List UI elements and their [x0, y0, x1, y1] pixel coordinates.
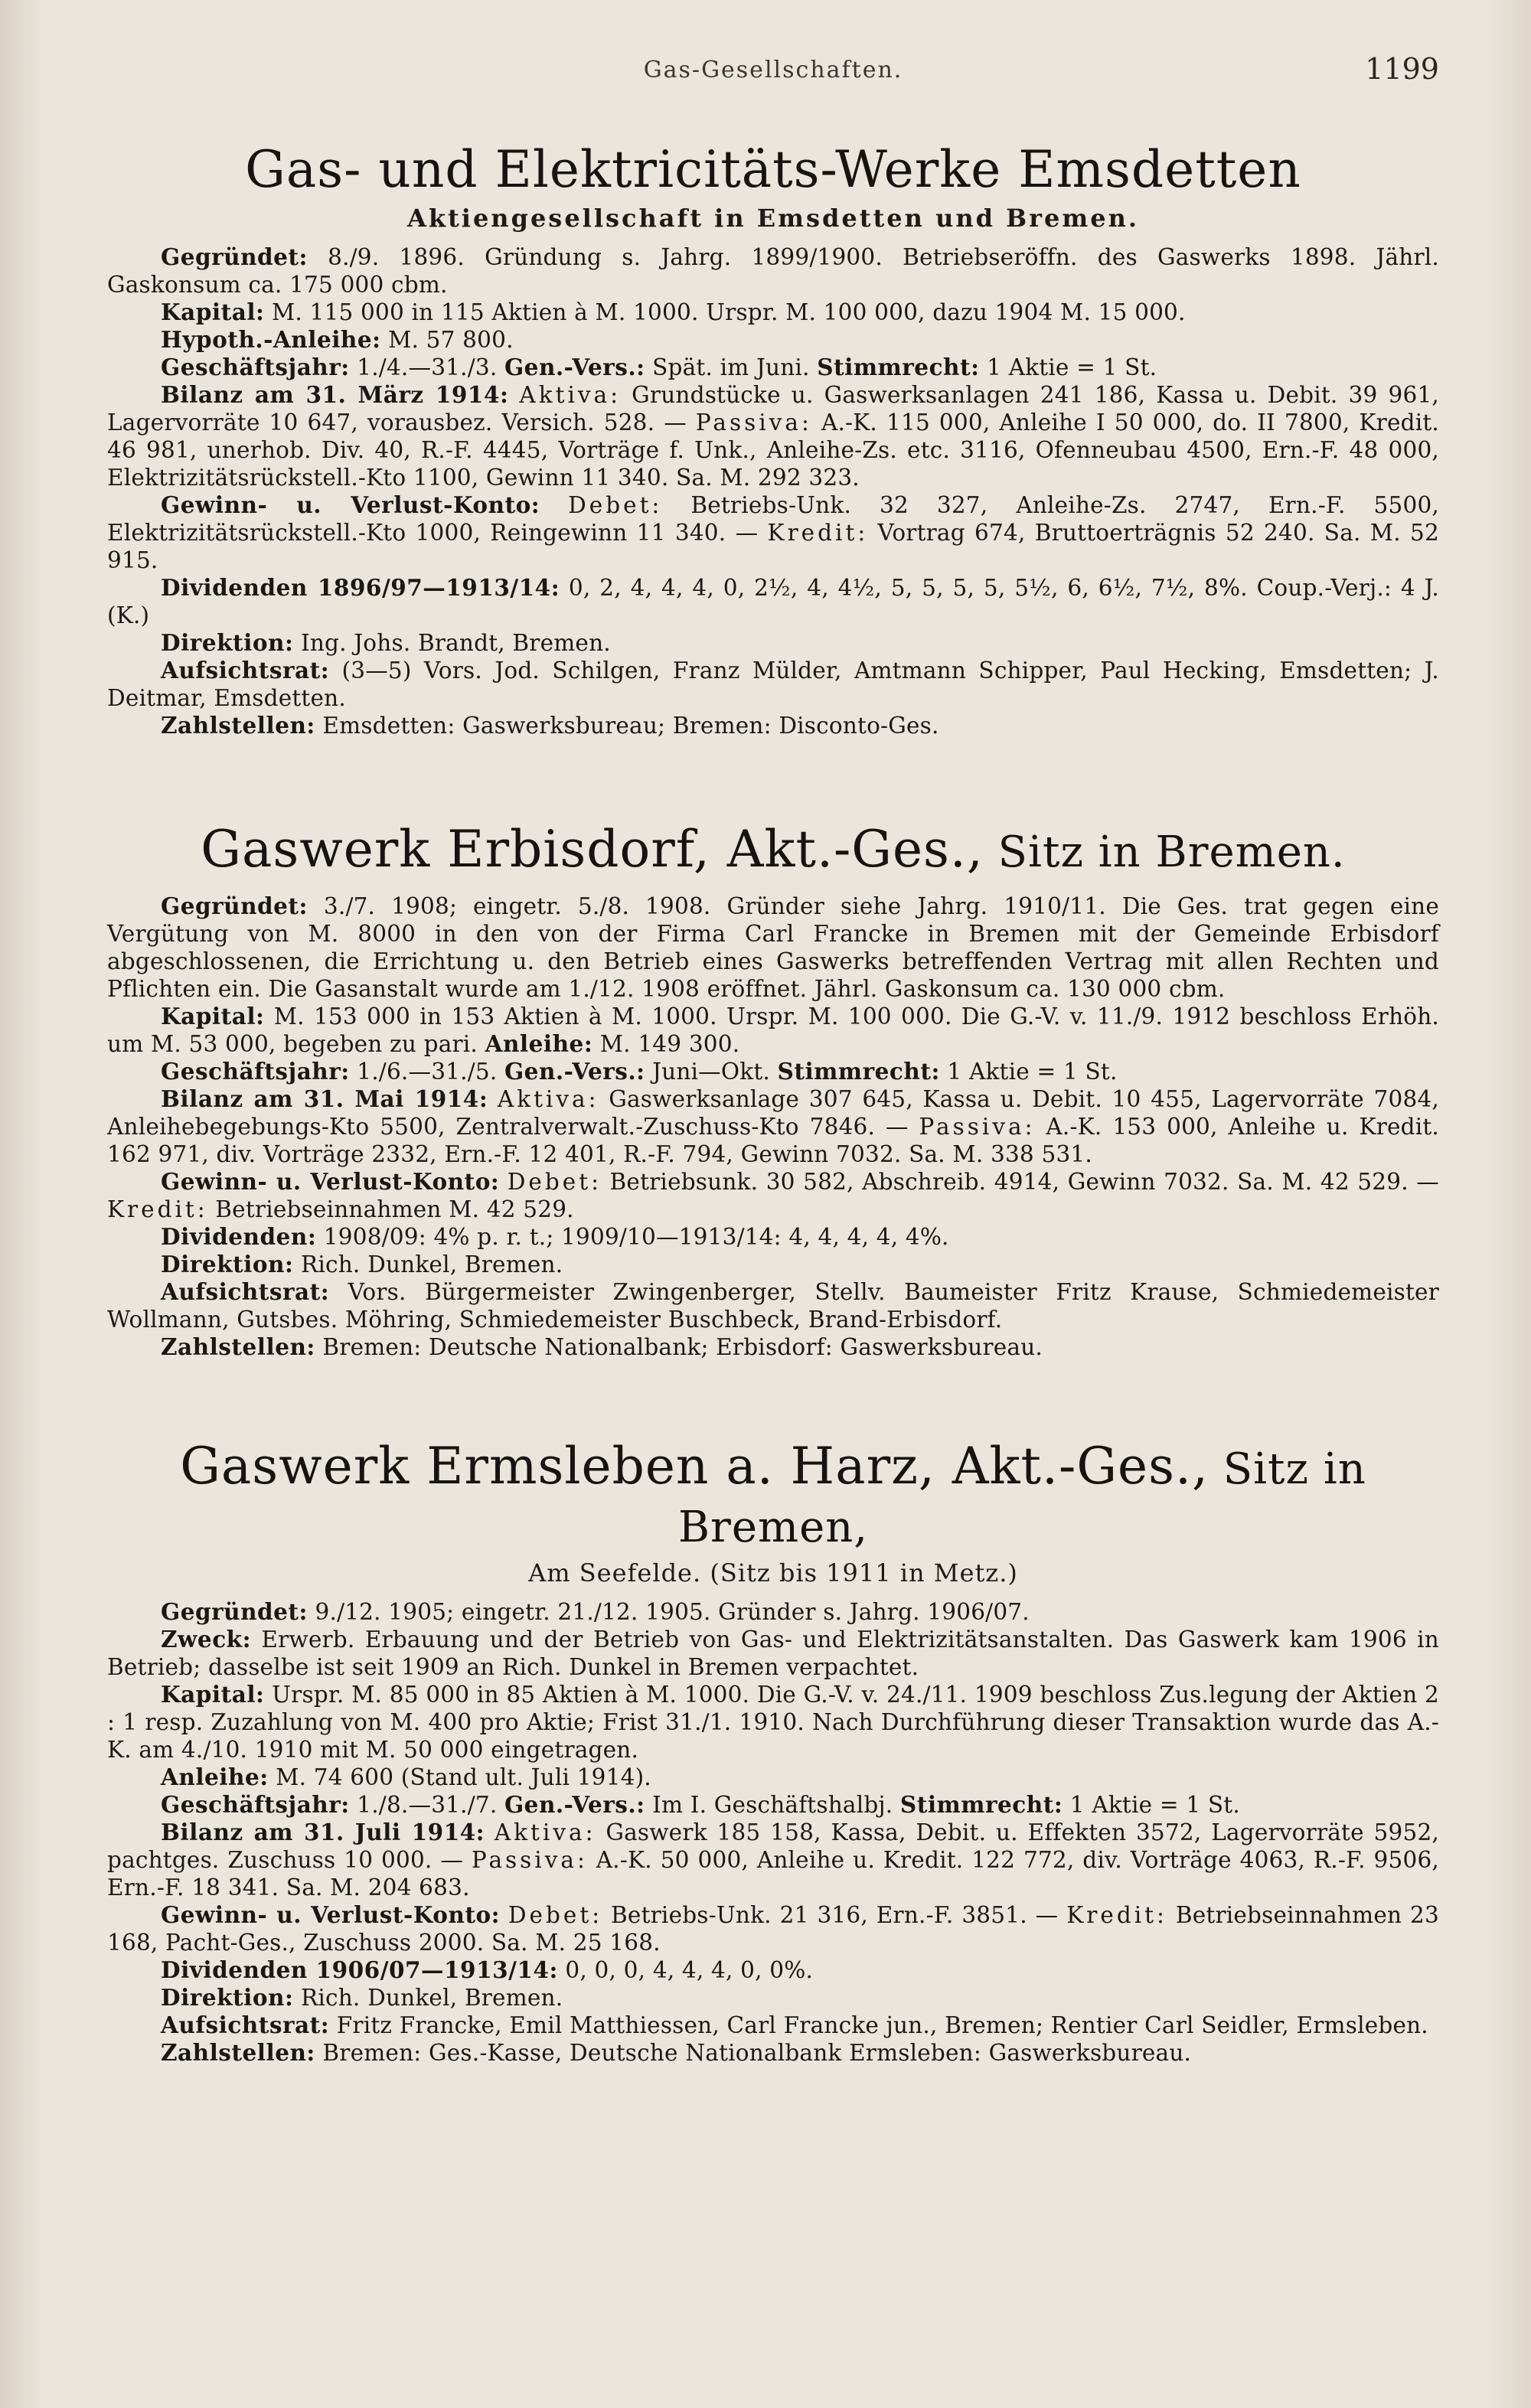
entry-bilanz	[107, 381, 1439, 491]
entry-label: Geschäftsjahr:	[161, 1790, 350, 1818]
company-name: Gaswerk Erbisdorf, Akt.-Ges.,	[201, 819, 984, 879]
entry-label: Dividenden 1906/07—1913/14:	[161, 1956, 558, 1983]
entry-text: Bremen: Deutsche Nationalbank; Erbisdorf: Gaswerksbureau.	[315, 1333, 1043, 1360]
entry-label: Zahlstellen:	[161, 711, 315, 739]
entry-label: Gegründet:	[161, 243, 308, 270]
entry-label: Bilanz am 31. Mai 1914:	[161, 1085, 488, 1112]
passiva-text: A.-K. 153 000, Anleihe u. Kredit. 162 971, div. Vorträge 2332, Ern.-F. 12 401, R.-F. 794, Gewinn 7032. Sa. M. 338 531.	[107, 1113, 1439, 1167]
entry-gegruendet	[107, 243, 1439, 299]
company-subtitle: Am Seefelde. (Sitz bis 1911 in Metz.)	[528, 1558, 1018, 1587]
entry-text-gen-vers: Spät. im Juni.	[645, 354, 818, 380]
entry-text: 3./7. 1908; eingetr. 5./8. 1908. Gründer siehe Jahrg. 1910/11. Die Ges. trat gegen eine Vergütung von M. 8000 in den von der Firma Carl Francke in Bremen mit der Gemeinde Erbisdorf abgeschlossenen, die Errichtung u. den Betrieb eines Gaswerks betreffenden Vertrag mit allen Rechten und Pflichten ein. Die Gasanstalt wurde am 1./12. 1908 eröffnet. Jährl. Gaskonsum ca. 130 000 cbm.	[107, 892, 1439, 1002]
entry-text: 0, 0, 0, 4, 4, 4, 0, 0%.	[557, 1956, 814, 1983]
entry-text: Erwerb. Erbauung und der Betrieb von Gas- und Elektrizitätsanstalten. Das Gaswerk kam 1906 in Betrieb; dasselbe ist seit 1909 an Rich. Dunkel in Bremen verpachtet.	[107, 1626, 1439, 1680]
company-erbisdorf	[107, 821, 1439, 1361]
entry-text: 8./9. 1896. Gründung s. Jahrg. 1899/1900. Betriebseröffn. des Gaswerks 1898. Jährl. Gaskonsum ca. 175 000 cbm.	[107, 243, 1439, 298]
running-title: Gas-Gesellschaften.	[643, 57, 903, 83]
entry-gegruendet	[107, 1598, 1439, 1626]
entry-geschaeftsjahr	[107, 1791, 1439, 1819]
debet-label: Debet:	[568, 491, 663, 518]
company-name: Gas- und Elektricitäts-Werke Emsdetten	[245, 140, 1301, 199]
entry-kapital	[107, 299, 1439, 326]
entry-text: 9./12. 1905; eingetr. 21./12. 1905. Gründer s. Jahrg. 1906/07.	[307, 1598, 1030, 1625]
entry-label: Geschäftsjahr:	[161, 1057, 350, 1085]
entry-gewinn	[107, 1168, 1439, 1223]
kredit-text: Betriebseinnahmen M. 42 529.	[207, 1196, 574, 1222]
entry-zahlstellen	[107, 1333, 1439, 1361]
company-seat: Sitz in Bremen,	[677, 1444, 1366, 1552]
entry-bilanz	[107, 1819, 1439, 1901]
entry-text: Urspr. M. 85 000 in 85 Aktien à M. 1000. Die G.-V. v. 24./11. 1909 beschloss Zus.legung der Aktien 2 : 1 resp. Zuzahlung von M. 400 pro Aktie; Frist 31./1. 1910. Nach Durchführung dieser Transaktion wurde das A.-K. am 4./10. 1910 mit M. 50 000 eingetragen.	[107, 1681, 1439, 1763]
kredit-label: Kredit:	[1066, 1901, 1167, 1928]
passiva-text: A.-K. 115 000, Anleihe I 50 000, do. II 7800, Kredit. 46 981, unerhob. Div. 40, R.-F. 4445, Vorträge f. Unk., Anleihe-Zs. etc. 3116, Ofenneubau 4500, Ern.-F. 48 000, Elektrizitätsrückstell.-Kto 1100, Gewinn 11 340. Sa. M. 292 323.	[107, 409, 1439, 491]
entry-label: Aufsichtsrat:	[161, 656, 330, 684]
entry-text: Ing. Johs. Brandt, Bremen.	[293, 629, 611, 656]
entry-text: 1./4.—31./3.	[349, 354, 504, 380]
company-emsdetten	[107, 141, 1439, 739]
entry-text: 1908/09: 4% p. r. t.; 1909/10—1913/14: 4, 4, 4, 4, 4%.	[316, 1223, 949, 1250]
entry-text-gen-vers: Juni—Okt.	[645, 1058, 778, 1085]
entry-label: Geschäftsjahr:	[161, 353, 350, 380]
entry-label: Dividenden:	[161, 1222, 317, 1250]
entry-aufsichtsrat	[107, 1278, 1439, 1333]
entry-dividenden	[107, 574, 1439, 629]
kredit-text: Betriebseinnahmen 23 168, Pacht-Ges., Zuschuss 2000. Sa. M. 25 168.	[107, 1901, 1439, 1956]
entry-label: Gegründet:	[161, 1597, 308, 1625]
debet-text: Betriebs-Unk. 32 327, Anleihe-Zs. 2747, Ern.-F. 5500, Elektrizitätsrückstell.-Kto 1000, Reingewinn 11 340. —	[107, 491, 1439, 546]
passiva-label: Passiva:	[919, 1113, 1036, 1140]
entry-text: Bremen: Ges.-Kasse, Deutsche Nationalbank Ermsleben: Gaswerksbureau.	[315, 2039, 1192, 2066]
entry-gegruendet	[107, 892, 1439, 1003]
entry-label: Aufsichtsrat:	[161, 2011, 330, 2038]
entry-zweck	[107, 1626, 1439, 1681]
entry-label-gen-vers: Gen.-Vers.:	[504, 1057, 645, 1085]
entry-text-stimmrecht: 1 Aktie = 1 St.	[979, 354, 1157, 380]
entry-zahlstellen	[107, 2039, 1439, 2067]
company-title	[107, 141, 1439, 199]
entry-dividenden	[107, 1956, 1439, 1984]
entry-label-gen-vers: Gen.-Vers.:	[504, 353, 645, 380]
entry-text: Vors. Bürgermeister Zwingenberger, Stellv. Baumeister Fritz Krause, Schmiedemeister Wollmann, Gutsbes. Möhring, Schmiedemeister Buschbeck, Brand-Erbisdorf.	[107, 1278, 1439, 1333]
entry-label: Kapital:	[161, 298, 265, 325]
entry-text-gen-vers: Im I. Geschäftshalbj.	[645, 1791, 900, 1818]
aktiva-label: Aktiva:	[497, 1085, 599, 1112]
company-seat: Sitz in Bremen.	[983, 827, 1346, 877]
entry-label: Aufsichtsrat:	[161, 1277, 330, 1305]
entry-label-anleihe: Anleihe:	[485, 1029, 593, 1057]
entry-text: (3—5) Vors. Jod. Schilgen, Franz Mülder, Amtmann Schipper, Paul Hecking, Emsdetten; J. Deitmar, Emsdetten.	[107, 657, 1439, 711]
entry-geschaeftsjahr	[107, 354, 1439, 381]
entry-aufsichtsrat	[107, 657, 1439, 712]
entry-label: Kapital:	[161, 1002, 265, 1029]
entry-bilanz	[107, 1085, 1439, 1168]
entry-label: Zahlstellen:	[161, 1333, 315, 1360]
debet-label: Debet:	[508, 1901, 603, 1928]
aktiva-text: Gaswerksanlage 307 645, Kassa u. Debit. 10 455, Lagervorräte 7084, Anleihebegebungs-Kto 5500, Zentralverwalt.-Zuschuss-Kto 7846. —	[107, 1085, 1440, 1140]
company-ermsleben	[107, 1437, 1439, 2067]
entry-label: Gewinn- u. Verlust-Konto:	[161, 1901, 501, 1928]
aktiva-text: Grundstücke u. Gaswerksanlagen 241 186, Kassa u. Debit. 39 961, Lagervorräte 10 647, vorausbez. Versich. 528. —	[107, 381, 1440, 436]
entry-kapital	[107, 1003, 1439, 1058]
entry-text: 1./6.—31./5.	[349, 1058, 504, 1085]
passiva-label: Passiva:	[471, 1846, 588, 1873]
debet-text: Betriebsunk. 30 582, Abschreib. 4914, Gewinn 7032. Sa. M. 42 529. —	[602, 1168, 1439, 1195]
entry-label: Kapital:	[161, 1680, 265, 1708]
company-name: Gaswerk Ermsleben a. Harz, Akt.-Ges.,	[180, 1436, 1209, 1496]
entry-text-stimmrecht: 1 Aktie = 1 St.	[1063, 1791, 1240, 1818]
entry-label: Dividenden 1896/97—1913/14:	[161, 573, 560, 601]
entry-text: Rich. Dunkel, Bremen.	[293, 1251, 563, 1277]
entry-label-stimmrecht: Stimmrecht:	[899, 1790, 1063, 1818]
page-number: 1199	[1365, 52, 1439, 86]
company-title	[107, 821, 1439, 879]
entry-label: Zahlstellen:	[161, 2038, 315, 2066]
kredit-label: Kredit:	[767, 519, 869, 546]
entry-text-stimmrecht: 1 Aktie = 1 St.	[939, 1058, 1118, 1085]
entry-direktion	[107, 1251, 1439, 1278]
entry-label: Zweck:	[161, 1625, 251, 1653]
entry-label-stimmrecht: Stimmrecht:	[777, 1057, 940, 1085]
company-subtitle: Aktiengesellschaft in Emsdetten und Bremen.	[407, 203, 1139, 233]
entry-label: Direktion:	[161, 1983, 294, 2011]
entry-text: M. 115 000 in 115 Aktien à M. 1000. Urspr. M. 100 000, dazu 1904 M. 15 000.	[264, 299, 1186, 325]
entry-text: Rich. Dunkel, Bremen.	[293, 1984, 563, 2011]
entry-text: 0, 2, 4, 4, 4, 0, 2½, 4, 4½, 5, 5, 5, 5, 5½, 6, 6½, 7½, 8%. Coup.-Verj.: 4 J. (K.)	[107, 574, 1439, 628]
entry-label: Gegründet:	[161, 892, 308, 919]
kredit-text: Vortrag 674, Bruttoerträgnis 52 240. Sa. M. 52 915.	[107, 519, 1439, 573]
title-spacer	[107, 879, 1439, 892]
entry-label: Anleihe:	[161, 1763, 269, 1790]
entry-direktion	[107, 1984, 1439, 2012]
passiva-text: A.-K. 50 000, Anleihe u. Kredit. 122 772, div. Vorträge 4063, R.-F. 9506, Ern.-F. 18 341. Sa. M. 204 683.	[107, 1846, 1440, 1901]
entry-label: Bilanz am 31. Juli 1914:	[161, 1818, 485, 1845]
entry-geschaeftsjahr	[107, 1058, 1439, 1085]
entry-label: Direktion:	[161, 628, 294, 656]
entry-direktion	[107, 629, 1439, 657]
entry-text: M. 153 000 in 153 Aktien à M. 1000. Urspr. M. 100 000. Die G.-V. v. 11./9. 1912 beschloss Erhöh. um M. 53 000, begeben zu pari.	[107, 1003, 1439, 1057]
entry-kapital	[107, 1681, 1439, 1764]
debet-text: Betriebs-Unk. 21 316, Ern.-F. 3851. —	[602, 1901, 1067, 1928]
running-head	[107, 51, 1439, 93]
kredit-label: Kredit:	[107, 1196, 208, 1222]
entry-gewinn	[107, 1901, 1439, 1956]
aktiva-label: Aktiva:	[494, 1819, 596, 1845]
entry-text: Fritz Francke, Emil Matthiessen, Carl Francke jun., Bremen; Rentier Carl Seidler, Ermsleben.	[329, 2012, 1428, 2038]
entry-text: Emsdetten: Gaswerksbureau; Bremen: Disconto-Ges.	[315, 712, 939, 739]
entry-label-stimmrecht: Stimmrecht:	[817, 353, 980, 380]
entry-label: Gewinn- u. Verlust-Konto:	[161, 1167, 500, 1195]
debet-label: Debet:	[507, 1168, 602, 1195]
entry-text: 1./8.—31./7.	[349, 1791, 504, 1818]
entry-label: Gewinn- u. Verlust-Konto:	[161, 491, 540, 518]
company-title	[107, 1437, 1439, 1554]
entry-dividenden	[107, 1223, 1439, 1251]
entry-zahlstellen	[107, 712, 1439, 739]
entry-text-anleihe: M. 149 300.	[592, 1030, 740, 1057]
entry-label: Hypoth.-Anleihe:	[161, 325, 381, 353]
entry-text: M. 74 600 (Stand ult. Juli 1914).	[268, 1764, 651, 1790]
entry-gewinn	[107, 491, 1439, 574]
entry-label: Bilanz am 31. März 1914:	[161, 380, 509, 408]
section-gap	[107, 1361, 1439, 1437]
aktiva-text: Gaswerk 185 158, Kassa, Debit. u. Effekten 3572, Lagervorräte 5952, pachtges. Zuschuss 10 000. —	[107, 1819, 1439, 1873]
entry-text: M. 57 800.	[380, 326, 514, 353]
entry-anleihe	[107, 1764, 1439, 1791]
entry-label: Direktion:	[161, 1250, 294, 1277]
passiva-label: Passiva:	[695, 409, 812, 436]
section-gap	[107, 739, 1439, 821]
entry-label-gen-vers: Gen.-Vers.:	[504, 1790, 645, 1818]
entry-anleihe	[107, 326, 1439, 354]
entry-aufsichtsrat	[107, 2012, 1439, 2039]
aktiva-label: Aktiva:	[519, 381, 622, 408]
